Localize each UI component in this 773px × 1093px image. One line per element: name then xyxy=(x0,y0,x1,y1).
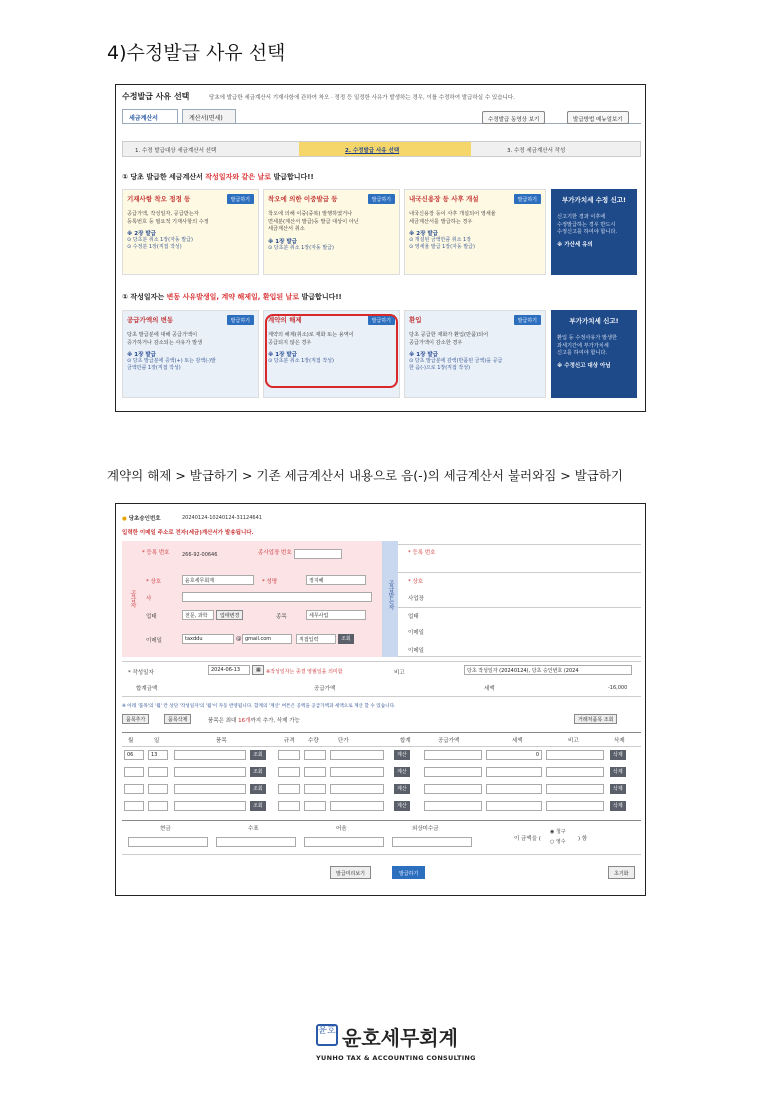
day-input[interactable]: 13 xyxy=(148,750,168,760)
approval-number: 20240124-10240124-31124641 xyxy=(182,515,262,521)
remark-input[interactable]: 당초 작성일자 (20240124), 당초 승인번호 (2024 xyxy=(464,665,632,675)
receivable-input[interactable] xyxy=(392,837,472,847)
supply-input[interactable] xyxy=(424,750,482,760)
table-hint: ※ 아래 '품목'의 '월' 칸 상단 '작성일자'의 '월'이 자동 반영됩니다. 합계의 '계산' 버튼은 공액을 공급가액과 세액으로 계산 할 수 있습니다. xyxy=(122,704,396,709)
item-lookup-button[interactable]: 조회 xyxy=(250,767,266,777)
tax-input[interactable] xyxy=(486,767,542,777)
price-input[interactable] xyxy=(330,767,384,777)
approval-label: ● 당초승인번호 xyxy=(122,516,161,522)
card-double-issue: 착오에 의한 이중발급 등 발급하기 착오에 의해 이중(중복) 발행하였거나 면세분(계산서 발급)등 발급 대상이 아닌 세금계산서 취소 ※ 1장 발급 ⊙ 당초분 취소 1장(자동 발급) xyxy=(263,189,400,275)
remark-row-input[interactable] xyxy=(546,801,604,811)
issue-submit-button[interactable]: 발급하기 xyxy=(392,866,425,879)
supplier-type-input[interactable]: 전문, 과학 xyxy=(182,610,214,620)
reset-button[interactable]: 초기화 xyxy=(608,866,635,879)
tax-total: -16,000 xyxy=(608,685,628,691)
delete-row-button[interactable]: 삭제 xyxy=(610,784,626,794)
remark-row-input[interactable] xyxy=(546,767,604,777)
month-input[interactable] xyxy=(124,784,144,794)
month-input[interactable]: 06 xyxy=(124,750,144,760)
video-guide-button[interactable]: 수정발급 동영상 보기 xyxy=(482,111,545,124)
step-1: 1. 수정 발급대상 세금계산서 선택 xyxy=(135,148,217,154)
item-name-input[interactable] xyxy=(174,801,246,811)
qty-input[interactable] xyxy=(304,767,326,777)
tab-tax-invoice[interactable]: 세금계산서 xyxy=(122,109,178,124)
supplier-rep-input[interactable]: 정지혜 xyxy=(306,575,366,585)
card-contract-cancel: 계약의 해제 발급하기 계약의 해제(취소)로 재화 또는 용역이 공급되지 않은 경우 ※ 1장 발급 ⊙ 당초분 취소 1장(직접 작성) xyxy=(263,310,400,398)
delete-row-button[interactable]: 삭제 xyxy=(610,750,626,760)
delete-row-button[interactable]: 삭제 xyxy=(610,767,626,777)
vat-report-notice: 부가가치세 신고! 환입 등 수정사유가 발생한 과세기간에 부가가치세 신고를 하여야 합니다. ※ 수정신고 대상 아님 xyxy=(551,310,637,398)
spec-input[interactable] xyxy=(278,784,300,794)
email-lookup-button[interactable]: 조회 xyxy=(338,634,354,644)
supply-input[interactable] xyxy=(424,767,482,777)
item-name-input[interactable] xyxy=(174,750,246,760)
calendar-icon[interactable]: ▦ xyxy=(252,665,264,675)
delete-item-button[interactable]: 품목삭제 xyxy=(164,714,191,724)
logo-icon: 윤호 xyxy=(316,1024,338,1046)
receipt-radio[interactable]: ○ 영수 xyxy=(550,839,566,845)
buyer-side-label: 공급받는자 xyxy=(387,580,394,610)
item-name-input[interactable] xyxy=(174,784,246,794)
panel-description: 당초에 발급한 세금계산서 기재사항에 관하여 착오 · 정정 등 일정한 사유가 발생하는 경우, 이를 수정하여 발급하실 수 있습니다. xyxy=(209,95,515,101)
supply-input[interactable] xyxy=(424,784,482,794)
qty-input[interactable] xyxy=(304,784,326,794)
preview-button[interactable]: 발급미리보기 xyxy=(330,866,371,879)
calc-button[interactable]: 계산 xyxy=(394,750,410,760)
supplier-reg-no: 266-92-00646 xyxy=(182,552,218,558)
change-type-button[interactable]: 업태변경 xyxy=(216,610,243,620)
step-2: 2. 수정발급 사유 선택 xyxy=(345,148,400,154)
tax-input[interactable] xyxy=(486,801,542,811)
check-input[interactable] xyxy=(216,837,296,847)
note-input[interactable] xyxy=(304,837,384,847)
tax-input[interactable] xyxy=(486,784,542,794)
card-entry-error: 기재사항 착오 정정 등 발급하기 공급가액, 작성일자, 공급받는자 등록번호 등 필요적 기재사항의 수정 ※ 2장 발급 ⊙ 당초분 취소 1장(자동 발급) ⊙ 수정분 1장(직접 작성) xyxy=(122,189,259,275)
cash-input[interactable] xyxy=(128,837,208,847)
email-notice: 입력한 이메일 주소로 전자(세금)계산서가 발송됩니다. xyxy=(122,530,254,536)
step-indicator xyxy=(122,141,641,157)
partner-lookup-button[interactable]: 거래처품목 조회 xyxy=(574,714,617,724)
month-input[interactable] xyxy=(124,767,144,777)
qty-input[interactable] xyxy=(304,750,326,760)
logo-english: YUNHO TAX & ACCOUNTING CONSULTING xyxy=(316,1054,476,1062)
issue-button[interactable]: 발급하기 xyxy=(368,194,395,204)
item-lookup-button[interactable]: 조회 xyxy=(250,801,266,811)
issue-button[interactable]: 발급하기 xyxy=(227,315,254,325)
spec-input[interactable] xyxy=(278,801,300,811)
supply-input[interactable] xyxy=(424,801,482,811)
section-heading: 4)수정발급 사유 선택 xyxy=(107,42,286,64)
tab-invoice-exempt[interactable]: 계산서(면세) xyxy=(182,109,236,124)
card-local-lc: 내국신용장 등 사후 개설 발급하기 내국신용장 등이 사후 개설되어 영세율 세금계산서를 발급하는 경우 ※ 2장 발급 ⊙ 개설된 금액만큼 취소 1장 ⊙ 영세율 발급 1장(자동 발급) xyxy=(404,189,546,275)
issue-button[interactable]: 발급하기 xyxy=(514,315,541,325)
date-input[interactable]: 2024-06-13 xyxy=(208,665,250,675)
manual-button[interactable]: 발급방법 메뉴얼보기 xyxy=(567,111,629,124)
day-input[interactable] xyxy=(148,801,168,811)
claim-radio[interactable]: ◉ 청구 xyxy=(550,829,566,835)
remark-row-input[interactable] xyxy=(546,750,604,760)
issue-button[interactable]: 발급하기 xyxy=(227,194,254,204)
date-note: ※작성일자는 종결 영월일을 의미함 xyxy=(266,669,343,675)
issue-button[interactable]: 발급하기 xyxy=(514,194,541,204)
step-3: 3. 수정 세금계산서 작성 xyxy=(507,148,566,154)
spec-input[interactable] xyxy=(278,750,300,760)
supplier-address-input[interactable] xyxy=(182,592,372,602)
month-input[interactable] xyxy=(124,801,144,811)
section-event-date: ① 작성일자는 변동 사유발생일, 계약 해제일, 환입된 날로 발급합니다!! xyxy=(122,293,342,301)
spec-input[interactable] xyxy=(278,767,300,777)
section-same-date: ① 당초 발급한 세금계산서 작성일자와 같은 날로 발급합니다!! xyxy=(122,173,314,181)
vat-amend-notice: 부가가치세 수정 신고! 신고기한 경과 이후에 수정발급하는 경우 반드시 수정신고를 하여야 합니다. ※ 가산세 유의 xyxy=(551,189,637,275)
item-name-input[interactable] xyxy=(174,767,246,777)
logo-name: 윤호세무회계 xyxy=(342,1026,458,1050)
price-input[interactable] xyxy=(330,784,384,794)
item-lookup-button[interactable]: 조회 xyxy=(250,750,266,760)
process-caption: 계약의 해제 > 발급하기 > 기존 세금계산서 내용으로 음(-)의 세금계산서 불러와짐 > 발급하기 xyxy=(107,468,623,483)
tax-input[interactable]: 0 xyxy=(486,750,542,760)
remark-row-input[interactable] xyxy=(546,784,604,794)
calc-button[interactable]: 계산 xyxy=(394,801,410,811)
item-lookup-button[interactable]: 조회 xyxy=(250,784,266,794)
issue-button[interactable]: 발급하기 xyxy=(368,315,395,325)
price-input[interactable] xyxy=(330,750,384,760)
calc-button[interactable]: 계산 xyxy=(394,767,410,777)
highlight-circle xyxy=(265,314,398,388)
item-limit-note: 품목은 최대 16개까지 추가, 삭제 가능 xyxy=(208,718,300,724)
supplier-branch-input[interactable] xyxy=(294,549,342,559)
qty-input[interactable] xyxy=(304,801,326,811)
amount-statement: 이 금액을 ( xyxy=(514,836,541,842)
delete-row-button[interactable]: 삭제 xyxy=(610,801,626,811)
email-domain-select[interactable]: 직접입력 xyxy=(296,634,336,644)
tab-divider xyxy=(122,123,641,124)
add-item-button[interactable]: 품목추가 xyxy=(122,714,149,724)
reason-select-panel xyxy=(115,84,646,412)
supplier-side-label: 공급자 xyxy=(129,590,136,608)
day-input[interactable] xyxy=(148,767,168,777)
supplier-item-input[interactable]: 세무사업 xyxy=(306,610,366,620)
invoice-form-panel: ● 당초승인번호 20240124-10240124-31124641 입력한 이메일 주소로 전자(세금)계산서가 발송됩니다. 공급자 * 등록 번호 266-92-00646 종사업장 번호 * 상호 윤호세무회계 * 성명 정지혜 사 업태 전문, 과학 업태변경 종목 세무사업 이메일 taxddu @ gmail.com 직접입력 조회 공급받는자 * 등록 번호 * 상호 사업장 업태 이메일 이메일 * 작성일자 2024-06-13 ▦ ※작성일자는 종결 영월일을 의미함 비고 당초 작성일자 (20240124), 당초 승인번호 (2024 합계금액 공급가액 세액 -16,000 ※ 아래 '품목'의 '월' 칸 상단 '작성일자'의 '월'이 자동 반영됩니다. 합계의 '계산' 버튼은 공액을 공급가액과 세액으로 계산 할 수 있습니다. 품목추가 품목삭제 품목은 최대 16개까지 추가, 삭제 가능 거래처품목 조회 월 일 품목 규격 수량 단가 합계 공급가액 세액 비고 삭제 06 13 조회 계산 0 삭제 조회 계산 삭제 조회 계산 삭제 조회 계산 삭제 현금 수표 어음 외상미수금 이 금액을 ( ◉ 청구 ○ 영수 ) 함 발급미리보기 발급하기 초기화 xyxy=(115,503,646,896)
price-input[interactable] xyxy=(330,801,384,811)
email-id-input[interactable]: taxddu xyxy=(182,634,234,644)
panel-title: 수정발급 사유 선택 xyxy=(122,92,190,101)
supplier-name-input[interactable]: 윤호세무회계 xyxy=(182,575,254,585)
card-amount-change: 공급가액의 변동 발급하기 당초 발급분에 대해 공급가액이 증가하거나 감소되는 사유가 발생 ※ 1장 발급 ⊙ 당초 발급분에 증액(+) 또는 감액(-)발 금액만큼 1장(직접 작성) xyxy=(122,310,259,398)
calc-button[interactable]: 계산 xyxy=(394,784,410,794)
card-return: 환입 발급하기 당초 공급한 재화가 환입(반품)되어 공급가액이 감소한 경우 ※ 1장 발급 ⊙ 당초 발급분에 감액(반품된 금액)을 공급 한 음(-)으로 1장(직접 작성) xyxy=(404,310,546,398)
email-domain-input[interactable]: gmail.com xyxy=(242,634,292,644)
company-logo xyxy=(316,1022,476,1072)
day-input[interactable] xyxy=(148,784,168,794)
